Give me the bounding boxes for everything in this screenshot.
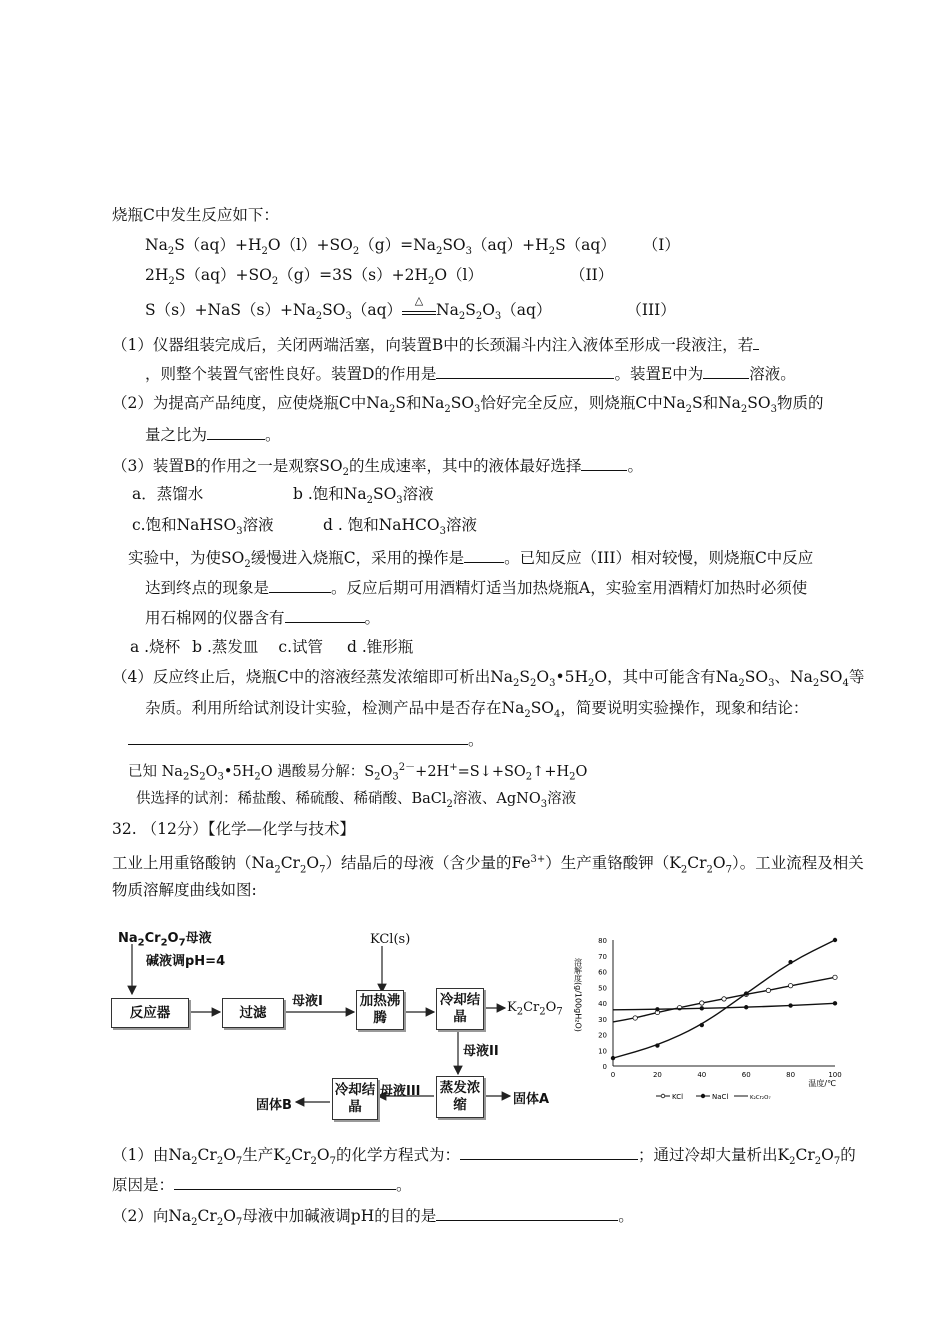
- q3-options2: a .烧杯 b .蒸发皿 c.试管 d .锥形瓶: [130, 638, 414, 656]
- y-tick-label: 80: [598, 937, 607, 945]
- y-tick-label: 30: [598, 1015, 607, 1024]
- q1-line2: ，则整个装置气密性良好。装置D的作用是 。装置E中为 溶液。: [145, 362, 796, 384]
- q3-option-c: c.饱和NaHSO$_3$溶液: [132, 516, 274, 538]
- data-point: [700, 1023, 704, 1027]
- box-cool-crystallize-1: 冷却结晶: [436, 988, 484, 1030]
- q1-line1: （1）仪器组装完成后，关闭两端活塞，向装置B中的长颈漏斗内注入液体至形成一段液注，若: [112, 333, 759, 355]
- q4-line1: （4）反应终止后，烧瓶C中的溶液经蒸发浓缩即可析出$Na_2S_2O_3•5H_2O$，其中可能含有$Na_2SO_3$、$Na_2SO_4$等: [112, 668, 865, 690]
- data-point: [833, 975, 837, 979]
- q2-line1: （2）为提高产品纯度，应使烧瓶C中$Na_2S$和$Na_2SO_3$恰好完全反应，则烧瓶C中$Na_2S$和$Na_2SO_3$物质的: [112, 394, 824, 416]
- q32-1-line1: （1）由$Na_2Cr_2O_7$生产$K_2Cr_2O_7$的化学方程式为： ；通过冷却大量析出$K_2Cr_2O_7$的: [112, 1143, 856, 1172]
- q4-known: 已知 $Na_2S_2O_3•5H_2O$ 遇酸易分解：$S_2O_3^{2-}+2H^+=S↓+SO_2↑+H_2O$: [128, 762, 588, 783]
- y-tick-label: 20: [598, 1031, 607, 1040]
- box-filter: 过滤: [222, 998, 284, 1028]
- q3-line4: 实验中，为使$SO_2$缓慢进入烧瓶C，采用的操作是 。已知反应（III）相对较慢，则烧瓶C中反应: [128, 546, 813, 575]
- q32-1-blank-1[interactable]: [460, 1143, 638, 1160]
- q32-para2: 物质溶解度曲线如图:: [112, 881, 257, 899]
- x-tick-label: 40: [697, 1071, 707, 1079]
- data-point: [633, 1016, 637, 1020]
- x-tick-label: 80: [786, 1071, 796, 1079]
- reaction-3: $S(s)+NaS(s)+Na_2SO_3(aq)$ △ $Na_2S_2O_3(aq)$ （III）: [145, 294, 676, 323]
- data-point: [656, 1044, 660, 1048]
- data-point: [656, 1008, 660, 1012]
- flow-solid-b: 固体B: [256, 1098, 292, 1113]
- q32-1-line2: 原因是： 。: [112, 1173, 412, 1195]
- q1-blank-3[interactable]: [703, 362, 749, 379]
- q32-para1: 工业上用重铬酸钠$(Na_2Cr_2O_7)$结晶后的母液（含少量的$Fe^{3+}$）生产重铬酸钾$(K_2Cr_2O_7)$。工业流程及相关: [112, 854, 864, 876]
- flow-mother-liquor-1: 母液I: [292, 994, 323, 1009]
- data-point: [700, 1007, 704, 1011]
- flow-alkali-label: 碱液调pH=4: [146, 954, 226, 969]
- intro-text: 烧瓶C中发生反应如下：: [112, 206, 279, 224]
- data-point: [744, 1005, 748, 1009]
- q4-line2: 杂质。利用所给试剂设计实验，检测产品中是否存在$Na_2SO_4$，简要说明实验操作，现象和结论：: [145, 699, 809, 721]
- data-point: [789, 1004, 793, 1008]
- x-tick-label: 0: [610, 1071, 616, 1079]
- data-point: [766, 988, 770, 992]
- q3-line5: 达到终点的现象是 。反应后期可用酒精灯适当加热烧瓶A，实验室用酒精灯加热时必须使: [145, 576, 807, 598]
- box-heat-boil: 加热沸腾: [356, 990, 404, 1030]
- q3-option-a: a．蒸馏水: [132, 485, 204, 503]
- x-axis-label: 温度/℃: [808, 1079, 837, 1088]
- q4-line3: 。: [128, 728, 484, 750]
- data-point: [788, 983, 792, 987]
- reaction-1: $Na_2S(aq)+H_2O(l)+SO_2(g)=Na_2SO_3(aq)+H_2S(aq)$ （I）: [145, 236, 680, 258]
- data-point: [789, 960, 793, 964]
- solubility-chart: [570, 928, 845, 1113]
- flow-product-label: $K_2Cr_2O_7$: [507, 1000, 563, 1018]
- heat-condition-arrow: △: [402, 301, 436, 315]
- data-point: [744, 992, 748, 996]
- y-tick-label: 10: [598, 1047, 607, 1056]
- box-evaporate: 蒸发浓缩: [436, 1076, 484, 1118]
- y-tick-label: 70: [598, 952, 607, 961]
- q32-2-line: （2）向$Na_2Cr_2O_7$母液中加碱液调pH的目的是 。: [112, 1204, 634, 1233]
- q3-line1: （3）装置B的作用之一是观察$SO_2$的生成速率，其中的液体最好选择 。: [112, 454, 643, 483]
- legend-label: NaCl: [712, 1093, 729, 1101]
- y-axis-label: 溶解度(g/100gH₂O): [573, 958, 583, 1032]
- flow-kcl-label: KCl(s): [370, 932, 411, 947]
- flow-solid-a: 固体A: [513, 1092, 550, 1107]
- q1-blank-1[interactable]: [753, 333, 759, 350]
- q3-option-b: b .饱和$Na_2SO_3$溶液: [293, 485, 434, 507]
- q2-line2: 量之比为 。: [145, 423, 281, 445]
- data-point: [833, 938, 837, 942]
- q3-option-d: d . 饱和NaHCO$_3$溶液: [323, 516, 477, 538]
- q3-line6: 用石棉网的仪器含有 。: [145, 606, 380, 628]
- flow-source-label: $Na_2Cr_2O_7$母液: [118, 931, 212, 949]
- x-tick-label: 60: [741, 1071, 751, 1079]
- x-tick-label: 100: [828, 1071, 842, 1079]
- data-point: [722, 997, 726, 1001]
- data-point: [611, 1056, 615, 1060]
- reaction-2: $2H_2S(aq)+SO_2(g)=3S(s)+2H_2O(l)$ （II）: [145, 266, 614, 288]
- legend-marker: [661, 1094, 665, 1098]
- q32-1-blank-2[interactable]: [174, 1173, 396, 1190]
- legend-label: K₂Cr₂O₇: [750, 1095, 771, 1101]
- legend-marker: [701, 1094, 705, 1098]
- box-cool-crystallize-2: 冷却结晶: [332, 1078, 378, 1120]
- data-point: [833, 1002, 837, 1006]
- y-tick-label: 0: [602, 1063, 607, 1071]
- flow-mother-liquor-3: 母液III: [380, 1084, 421, 1099]
- y-tick-label: 50: [598, 984, 607, 993]
- q4-reagents: 供选择的试剂：稀盐酸、稀硫酸、稀硝酸、BaCl$_2$溶液、AgNO$_3$溶液: [136, 791, 577, 810]
- legend-label: KCl: [672, 1093, 684, 1101]
- flow-mother-liquor-2: 母液II: [463, 1044, 499, 1059]
- y-tick-label: 60: [598, 968, 607, 977]
- y-tick-label: 40: [598, 1000, 607, 1008]
- q32-heading: 32. （12分）【化学—化学与技术】: [112, 820, 356, 838]
- box-reactor: 反应器: [111, 998, 189, 1028]
- data-point: [700, 1001, 704, 1005]
- x-tick-label: 20: [652, 1071, 662, 1079]
- q32-2-blank[interactable]: [436, 1204, 618, 1221]
